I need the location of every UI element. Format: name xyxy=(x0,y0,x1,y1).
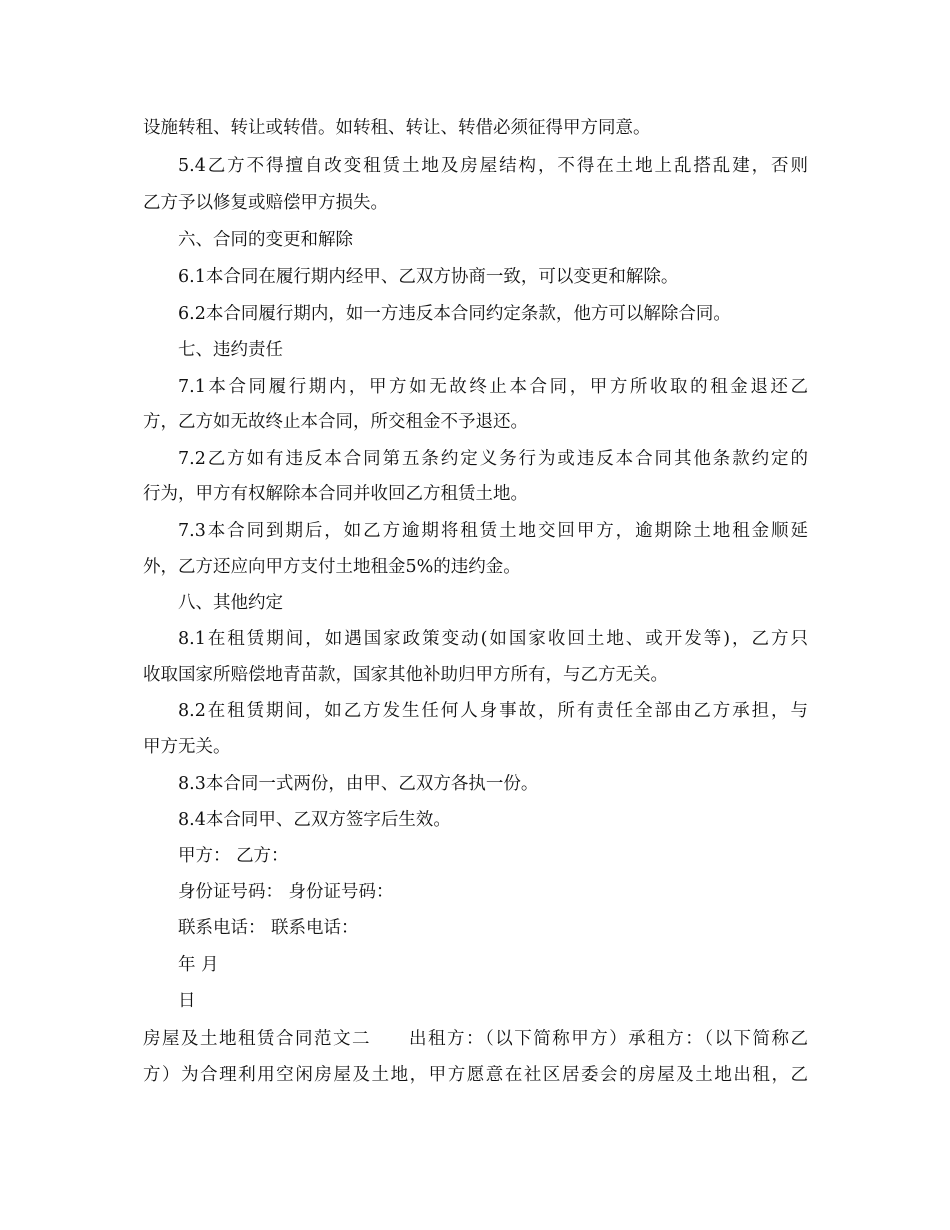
text-line: 7.2乙方如有违反本合同第五条约定义务行为或违反本合同其他条款约定的 xyxy=(178,449,808,469)
text-line: 方，乙方如无故终止本合同，所交租金不予退还。 xyxy=(143,412,528,432)
text-line: 收取国家所赔偿地青苗款，国家其他补助归甲方所有，与乙方无关。 xyxy=(143,665,668,685)
text-line: 7.1本合同履行期内，甲方如无故终止本合同，甲方所收取的租金退还乙 xyxy=(178,377,808,397)
date-label: 年 月 xyxy=(178,955,219,975)
text-line: 7.3本合同到期后，如乙方逾期将租赁土地交回甲方，逾期除土地租金顺延 xyxy=(178,521,808,541)
text-line: 方）为合理利用空闲房屋及土地，甲方愿意在社区居委会的房屋及土地出租，乙 xyxy=(143,1065,808,1085)
text-line: 设施转租、转让或转借。如转租、转让、转借必须征得甲方同意。 xyxy=(143,118,651,138)
text-line: 6.1本合同在履行期内经甲、乙双方协商一致，可以变更和解除。 xyxy=(178,267,679,287)
text-line: 6.2本合同履行期内，如一方违反本合同约定条款，他方可以解除合同。 xyxy=(178,304,731,324)
section-heading: 八、其他约定 xyxy=(178,593,283,613)
text-line: 乙方予以修复或赔偿甲方损失。 xyxy=(143,193,388,213)
signature-party-label: 甲方： 乙方： xyxy=(178,846,289,866)
text-line: 5.4乙方不得擅自改变租赁土地及房屋结构，不得在土地上乱搭乱建，否则 xyxy=(178,156,808,176)
section-heading: 七、违约责任 xyxy=(178,340,283,360)
text-line: 8.1在租赁期间，如遇国家政策变动(如国家收回土地、或开发等)，乙方只 xyxy=(178,629,808,649)
section-heading: 六、合同的变更和解除 xyxy=(178,230,353,250)
text-line: 8.3本合同一式两份，由甲、乙双方各执一份。 xyxy=(178,774,539,794)
text-line: 8.2在租赁期间，如乙方发生任何人身事故，所有责任全部由乙方承担，与 xyxy=(178,701,808,721)
phone-label: 联系电话： 联系电话： xyxy=(178,918,359,938)
id-number-label: 身份证号码： 身份证号码： xyxy=(178,882,394,902)
text-line: 外，乙方还应向甲方支付土地租金5%的违约金。 xyxy=(143,557,521,577)
text-line: 甲方无关。 xyxy=(143,737,231,757)
date-label: 日 xyxy=(178,991,196,1011)
text-line: 行为，甲方有权解除本合同并收回乙方租赁土地。 xyxy=(143,484,528,504)
text-line: 房屋及土地租赁合同范文二 出租方：（以下简称甲方）承租方：（以下简称乙 xyxy=(143,1029,808,1049)
text-line: 8.4本合同甲、乙双方签字后生效。 xyxy=(178,810,451,830)
